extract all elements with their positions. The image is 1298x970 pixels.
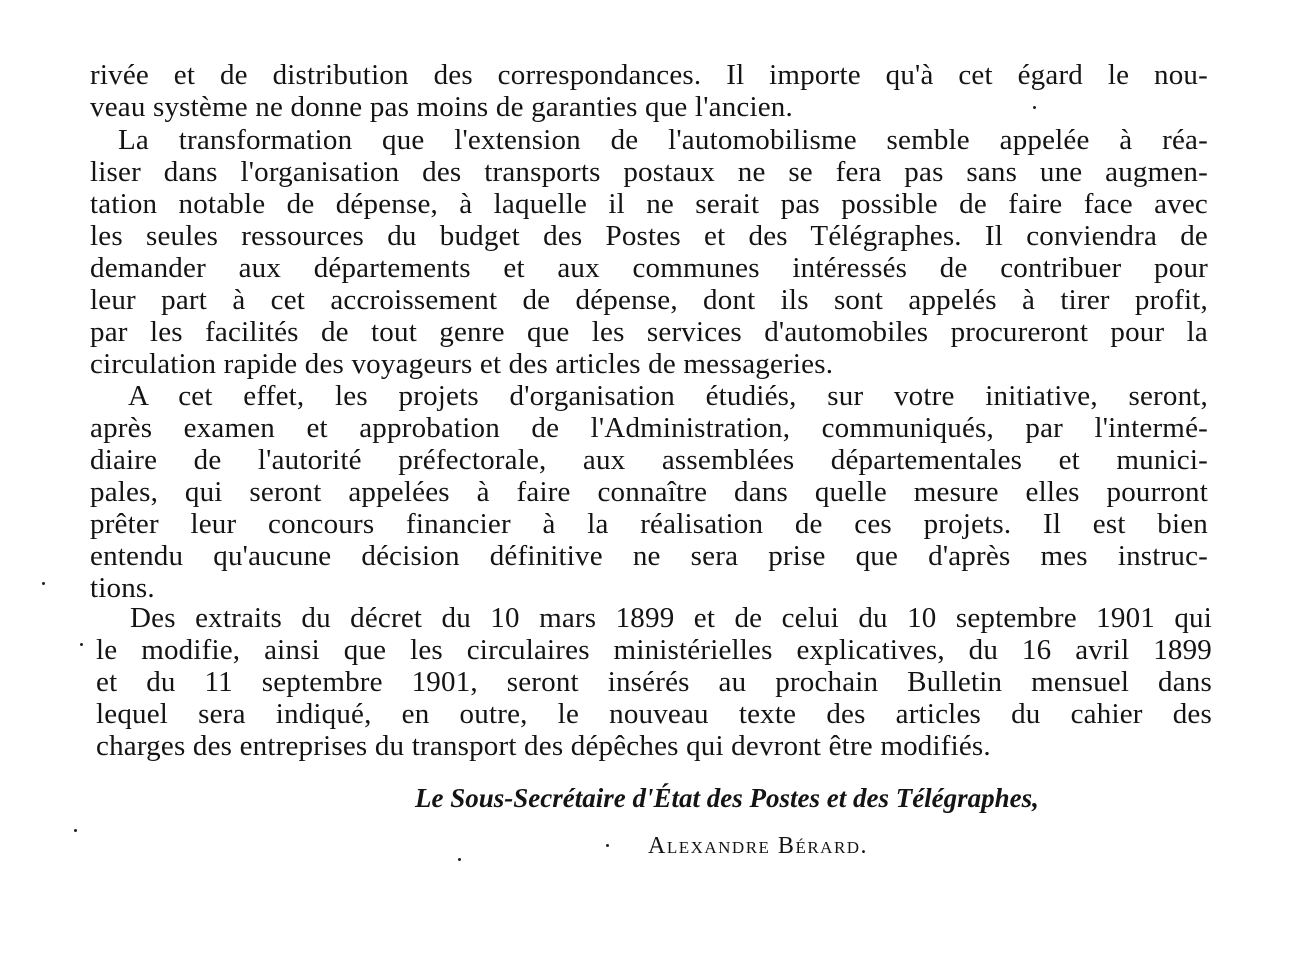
text-line: rivée et de distribution des correspondances. Il importe qu'à cet égard le nou-	[90, 59, 1208, 91]
text-line: liser dans l'organisation des transports postaux ne se fera pas sans une augmen-	[90, 156, 1208, 188]
text-line: veau système ne donne pas moins de garanties que l'ancien.	[90, 91, 793, 123]
text-line: le modifie, ainsi que les circulaires ministérielles explicatives, du 16 avril 1899	[96, 634, 1212, 666]
scan-speck	[80, 643, 83, 646]
text-line: leur part à cet accroissement de dépense, dont ils sont appelés à tirer profit,	[90, 284, 1208, 316]
text-line: tions.	[90, 572, 155, 604]
signature-title: Le Sous-Secrétaire d'État des Postes et des Télégraphes,	[415, 783, 1039, 813]
text-line: circulation rapide des voyageurs et des articles de messageries.	[90, 348, 834, 380]
scan-speck	[1033, 106, 1036, 109]
paragraph-first-line: A cet effet, les projets d'organisation étudiés, sur votre initiative, seront,	[128, 380, 1208, 412]
text-line: demander aux départements et aux communes intéressés de contribuer pour	[90, 252, 1208, 284]
scan-speck	[42, 582, 45, 585]
text-line: entendu qu'aucune décision définitive ne sera prise que d'après mes instruc-	[90, 540, 1208, 572]
text-line: après examen et approbation de l'Administration, communiqués, par l'intermé-	[90, 412, 1208, 444]
text-line: lequel sera indiqué, en outre, le nouveau texte des articles du cahier des	[96, 698, 1212, 730]
text-line: charges des entreprises du transport des dépêches qui devront être modifiés.	[96, 730, 991, 762]
paragraph-first-line: La transformation que l'extension de l'automobilisme semble appelée à réa-	[118, 124, 1208, 156]
text-line: par les facilités de tout genre que les services d'automobiles procureront pour la	[90, 316, 1208, 348]
text-line: pales, qui seront appelées à faire connaître dans quelle mesure elles pourront	[90, 476, 1208, 508]
scan-speck	[458, 858, 461, 861]
text-line: prêter leur concours financier à la réalisation de ces projets. Il est bien	[90, 508, 1208, 540]
text-line: diaire de l'autorité préfectorale, aux assemblées départementales et munici-	[90, 444, 1208, 476]
text-line: tation notable de dépense, à laquelle il ne serait pas possible de faire face avec	[90, 188, 1208, 220]
scan-speck	[74, 829, 77, 832]
text-line: et du 11 septembre 1901, seront insérés au prochain Bulletin mensuel dans	[96, 666, 1212, 698]
text-line: les seules ressources du budget des Postes et des Télégraphes. Il conviendra de	[90, 220, 1208, 252]
scan-speck	[606, 844, 609, 847]
signature-name: Alexandre Bérard.	[648, 833, 869, 859]
paragraph-first-line: Des extraits du décret du 10 mars 1899 et de celui du 10 septembre 1901 qui	[130, 602, 1212, 634]
